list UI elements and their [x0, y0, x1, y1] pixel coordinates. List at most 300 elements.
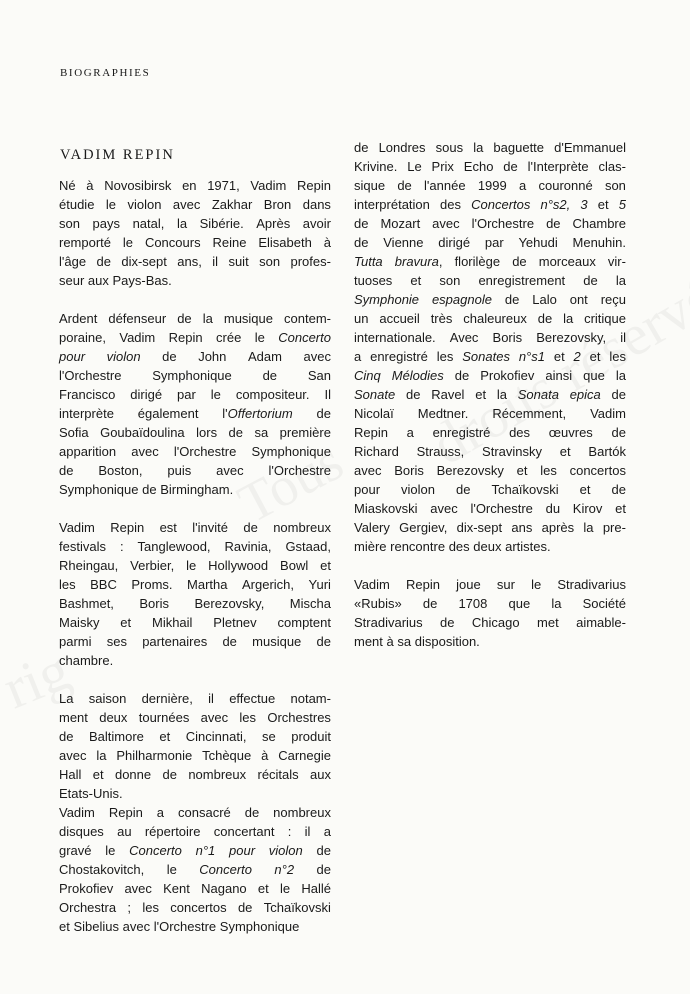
word: répertoire — [144, 824, 201, 839]
word: Tanglewood, — [137, 539, 211, 554]
word: Philharmonie — [116, 748, 193, 763]
word: de — [546, 216, 561, 231]
word: et — [553, 349, 565, 364]
word: comptent — [277, 615, 331, 630]
word: Chicago — [471, 615, 520, 630]
word: de — [405, 387, 421, 402]
word: Mélodies — [391, 368, 444, 383]
word: de — [244, 805, 260, 820]
word: pour — [59, 349, 86, 364]
word: Lalo — [532, 292, 557, 307]
word: Il — [324, 387, 331, 402]
word: couronné — [538, 178, 593, 193]
word: «Rubis» — [354, 596, 402, 611]
word: l'Orchestre — [173, 444, 237, 459]
word: concertos — [569, 463, 626, 478]
word: un — [354, 311, 369, 326]
word: Sonates — [462, 349, 510, 364]
word: concertant — [213, 824, 275, 839]
word: de — [537, 311, 553, 326]
text-line — [59, 461, 331, 480]
word: Elisabeth — [258, 235, 312, 250]
word: avec — [131, 444, 159, 459]
word: ans — [511, 520, 533, 535]
word: l'âge — [59, 254, 87, 269]
word: la — [96, 748, 107, 763]
word: de — [440, 615, 455, 630]
text-line — [59, 898, 331, 917]
word: Reine — [212, 235, 247, 250]
word: de — [397, 178, 412, 193]
text-line — [59, 841, 331, 860]
paragraph-gap — [354, 556, 626, 575]
word: produit — [291, 729, 331, 744]
word: et — [597, 197, 609, 212]
word: 1708 — [458, 596, 488, 611]
word: sous — [435, 140, 464, 155]
word: à — [86, 178, 94, 193]
word: suit — [228, 254, 249, 269]
word: et — [559, 444, 571, 459]
paragraph-gap — [59, 290, 331, 309]
word: Mischa — [289, 596, 331, 611]
word: l'Offertorium — [222, 406, 293, 421]
word: deux — [473, 539, 502, 554]
word: les — [239, 710, 257, 725]
word: Krivine. — [354, 159, 398, 174]
word: Bashmet, — [59, 596, 114, 611]
word: a — [156, 805, 165, 820]
word: et — [120, 615, 132, 630]
word: Vadim — [250, 178, 287, 193]
text-line — [354, 461, 626, 480]
word: la — [496, 387, 507, 402]
word: deux — [99, 710, 128, 725]
word: aux — [310, 767, 331, 782]
word: reçu — [600, 292, 626, 307]
word: avec — [430, 501, 458, 516]
word: avec — [432, 216, 460, 231]
word: puis — [167, 463, 192, 478]
word: Concerto — [199, 862, 252, 877]
text-line — [59, 765, 331, 784]
word: enregistrement — [478, 273, 566, 288]
word: de — [422, 596, 438, 611]
word: Boston, — [98, 463, 143, 478]
text-line — [354, 309, 626, 328]
word: crée — [216, 330, 242, 345]
word: sa — [397, 634, 412, 649]
word: Hall — [59, 767, 82, 782]
word: interprète — [59, 406, 114, 421]
text-line — [354, 385, 626, 404]
word: seur — [59, 273, 85, 288]
word: Boris — [394, 463, 424, 478]
word: contem- — [284, 311, 331, 326]
word: et — [475, 387, 487, 402]
word: baguette — [493, 140, 545, 155]
word: et — [579, 482, 591, 497]
word: epica — [569, 387, 601, 402]
word: dix-sept — [456, 520, 503, 535]
word: bravura, — [394, 254, 443, 269]
word: nombreux — [188, 767, 247, 782]
word: Tchaïkovski — [263, 900, 331, 915]
word: Symphonique — [59, 482, 139, 497]
text-line — [59, 233, 331, 252]
word: internationale. — [354, 330, 436, 345]
word: Repin — [108, 805, 143, 820]
word: son — [59, 216, 80, 231]
text-line — [59, 537, 331, 556]
word: chaleureux — [463, 311, 527, 326]
word: avec — [200, 710, 229, 725]
word: et — [257, 881, 269, 896]
word: de — [316, 843, 331, 858]
right-column — [354, 138, 626, 651]
text-line — [354, 423, 626, 442]
word: et — [410, 273, 422, 288]
word: poraine, — [59, 330, 106, 345]
word: de — [316, 862, 331, 877]
text-line — [354, 575, 626, 594]
word: joue — [456, 577, 481, 592]
word: le — [166, 862, 177, 877]
word: la — [583, 520, 594, 535]
word: Ardent — [59, 311, 98, 326]
word: nombreux — [273, 520, 331, 535]
word: profes- — [290, 254, 331, 269]
word: Concours — [144, 235, 201, 250]
word: Vadim — [119, 330, 156, 345]
word: tournées — [138, 710, 190, 725]
word: Proms. — [131, 577, 173, 592]
word: 5 — [618, 197, 626, 212]
word: Chambre — [572, 216, 626, 231]
word: a — [323, 824, 331, 839]
word: Récemment, — [492, 406, 567, 421]
word: morceaux — [538, 254, 596, 269]
word: de — [503, 159, 518, 174]
text-line — [59, 195, 331, 214]
word: Boris — [492, 330, 523, 345]
word: disques — [59, 824, 104, 839]
word: Repin — [406, 577, 440, 592]
word: le — [531, 577, 542, 592]
word: remporté — [59, 235, 112, 250]
word: Chostakovitch, — [59, 862, 145, 877]
word: festivals — [59, 539, 106, 554]
word: Rheingau, — [59, 558, 119, 573]
word: Adam — [247, 349, 282, 364]
word: concertos — [170, 900, 227, 915]
word: disposition. — [414, 634, 480, 649]
word: les — [609, 349, 626, 364]
word: notam- — [290, 691, 331, 706]
word: Sofia — [59, 425, 89, 440]
word: l'Orchestre — [268, 463, 331, 478]
word: Cinq — [354, 368, 381, 383]
word: Bartók — [588, 444, 626, 459]
word: œuvres — [548, 425, 593, 440]
word: dirigé — [130, 387, 163, 402]
text-line — [59, 252, 331, 271]
word: Sonata — [517, 387, 559, 402]
text-line — [59, 727, 331, 746]
word: John — [198, 349, 227, 364]
word: ; — [127, 900, 132, 915]
word: Stravinsky — [482, 444, 543, 459]
word: Verbier, — [130, 558, 175, 573]
word: effectue — [229, 691, 276, 706]
word: les — [142, 900, 159, 915]
word: n°s2, — [540, 197, 571, 212]
word: l'Orchestre — [153, 919, 217, 934]
word: défenseur — [108, 311, 167, 326]
text-line — [354, 499, 626, 518]
word: avec — [59, 748, 87, 763]
word: pour — [229, 843, 256, 858]
word: étudie — [59, 197, 95, 212]
word: les — [59, 577, 76, 592]
word: saison — [88, 691, 127, 706]
word: tuoses — [354, 273, 393, 288]
word: : — [287, 824, 292, 839]
word: sique — [354, 178, 386, 193]
word: met — [537, 615, 559, 630]
word: il — [208, 691, 214, 706]
word: récitals — [257, 767, 299, 782]
word: également — [137, 406, 199, 421]
word: que — [583, 368, 605, 383]
text-line — [59, 613, 331, 632]
left-column — [59, 176, 331, 936]
word: accueil — [379, 311, 420, 326]
word: de — [162, 349, 177, 364]
word: Pletnev — [213, 615, 257, 630]
text-line — [59, 651, 331, 670]
text-line — [354, 252, 626, 271]
word: de — [611, 482, 626, 497]
word: il — [620, 330, 626, 345]
text-line — [59, 594, 331, 613]
word: pays — [92, 216, 120, 231]
word: Ravinia, — [224, 539, 272, 554]
word: Yuri — [308, 577, 331, 592]
section-label: BIOGRAPHIES — [60, 67, 151, 79]
text-line — [59, 480, 331, 499]
word: Berezovsky — [436, 463, 504, 478]
text-line — [59, 708, 331, 727]
word: Concerto — [129, 843, 182, 858]
word: Miaskovski — [354, 501, 418, 516]
word: Vadim — [354, 577, 390, 592]
word: Ravel — [431, 387, 465, 402]
word: première — [279, 425, 331, 440]
word: Valery — [354, 520, 390, 535]
word: Francisco — [59, 387, 116, 402]
word: avec — [124, 881, 152, 896]
word: Menuhin. — [572, 235, 626, 250]
word: 1999 — [477, 178, 507, 193]
word: ans, — [177, 254, 202, 269]
word: de — [354, 235, 369, 250]
text-line — [354, 632, 626, 651]
word: avec — [354, 463, 382, 478]
text-line — [354, 347, 626, 366]
word: il — [212, 254, 219, 269]
word: avoir — [302, 216, 331, 231]
biography-title: VADIM REPIN — [60, 147, 175, 163]
word: Symphonique — [219, 919, 300, 934]
word: de — [177, 311, 192, 326]
word: ainsi — [545, 368, 573, 383]
word: par — [177, 387, 196, 402]
word: Bowl — [280, 558, 309, 573]
word: de — [512, 254, 527, 269]
word: violon — [401, 482, 435, 497]
word: violon — [106, 349, 141, 364]
word: et — [320, 558, 331, 573]
word: est — [159, 520, 177, 535]
word: Tutta — [354, 254, 383, 269]
text-line — [354, 176, 626, 195]
word: Tchèque — [202, 748, 252, 763]
word: Avec — [449, 330, 479, 345]
word: enregistré — [432, 425, 491, 440]
word: l'Orchestre — [471, 216, 535, 231]
text-line — [59, 860, 331, 879]
word: lors — [196, 425, 218, 440]
word: musique — [223, 311, 273, 326]
word: critique — [584, 311, 626, 326]
word: ont — [569, 292, 588, 307]
word: Repin — [168, 330, 203, 345]
word: Sibelius — [73, 919, 119, 934]
word: Sonate — [354, 387, 396, 402]
word: 1971, — [207, 178, 240, 193]
paragraph-gap — [59, 499, 331, 518]
word: Vadim — [59, 520, 95, 535]
word: l'Interprète — [527, 159, 589, 174]
word: le — [105, 843, 116, 858]
word: de — [96, 254, 111, 269]
word: La — [59, 691, 74, 706]
text-line — [354, 613, 626, 632]
word: Vadim — [59, 805, 95, 820]
word: musique — [252, 634, 302, 649]
word: Birmingham. — [160, 482, 234, 497]
text-line — [59, 347, 331, 366]
word: apparition — [59, 444, 117, 459]
word: consacré — [178, 805, 231, 820]
word: les — [436, 349, 454, 364]
word: le — [122, 235, 134, 250]
word: Le — [407, 159, 422, 174]
text-line — [354, 366, 626, 385]
word: d'Emmanuel — [554, 140, 626, 155]
text-line — [354, 195, 626, 214]
text-line — [59, 689, 331, 708]
word: rencontre — [390, 539, 446, 554]
word: dirigé — [438, 235, 471, 250]
word: la — [202, 311, 213, 326]
word: la — [615, 273, 626, 288]
word: ses — [106, 634, 127, 649]
word: Martha — [187, 577, 228, 592]
word: Stradivarius — [557, 577, 626, 592]
word: clas- — [598, 159, 626, 174]
text-line — [59, 803, 331, 822]
word: de — [243, 520, 258, 535]
word: Concertos — [471, 197, 531, 212]
word: avec — [172, 197, 201, 212]
word: de — [162, 767, 177, 782]
word: le — [254, 330, 265, 345]
word: que — [508, 596, 531, 611]
word: compositeur. — [235, 387, 310, 402]
word: parmi — [59, 634, 92, 649]
word: violon — [268, 843, 303, 858]
word: Kirov — [572, 501, 603, 516]
word: son — [259, 254, 281, 269]
word: et — [615, 501, 626, 516]
word: chambre. — [59, 653, 114, 668]
word: la — [473, 140, 484, 155]
word: a — [519, 178, 527, 193]
text-line — [59, 423, 331, 442]
word: n°1 — [195, 843, 216, 858]
word: Stradivarius — [354, 615, 423, 630]
word: Maisky — [59, 615, 100, 630]
word: Nagano — [201, 881, 247, 896]
word: Bron — [263, 197, 292, 212]
text-line — [354, 404, 626, 423]
text-line — [354, 594, 626, 613]
word: nombreux — [273, 805, 331, 820]
word: Richard — [354, 444, 399, 459]
word: la — [615, 368, 626, 383]
word: à — [386, 634, 394, 649]
word: de — [262, 368, 278, 383]
word: l'Orchestre — [59, 368, 122, 383]
word: sa — [254, 425, 269, 440]
text-line — [59, 176, 331, 195]
word: la — [563, 311, 574, 326]
word: Sibérie. — [199, 216, 244, 231]
word: Né — [59, 178, 76, 193]
word: se — [262, 729, 276, 744]
word: Londres — [378, 140, 426, 155]
text-line — [354, 233, 626, 252]
word: le — [186, 558, 197, 573]
word: à — [261, 748, 269, 763]
word: de — [354, 140, 369, 155]
word: de — [354, 216, 369, 231]
word: Pays-Bas. — [112, 273, 172, 288]
word: le — [105, 197, 117, 212]
word: dans — [302, 197, 331, 212]
word: Repin — [296, 178, 331, 193]
word: Mozart — [380, 216, 421, 231]
word: Zakhar — [211, 197, 253, 212]
word: florilège — [454, 254, 501, 269]
word: n°s1 — [518, 349, 545, 364]
text-line — [354, 518, 626, 537]
word: natal, — [132, 216, 165, 231]
word: de — [316, 634, 331, 649]
word: avec — [122, 919, 151, 934]
